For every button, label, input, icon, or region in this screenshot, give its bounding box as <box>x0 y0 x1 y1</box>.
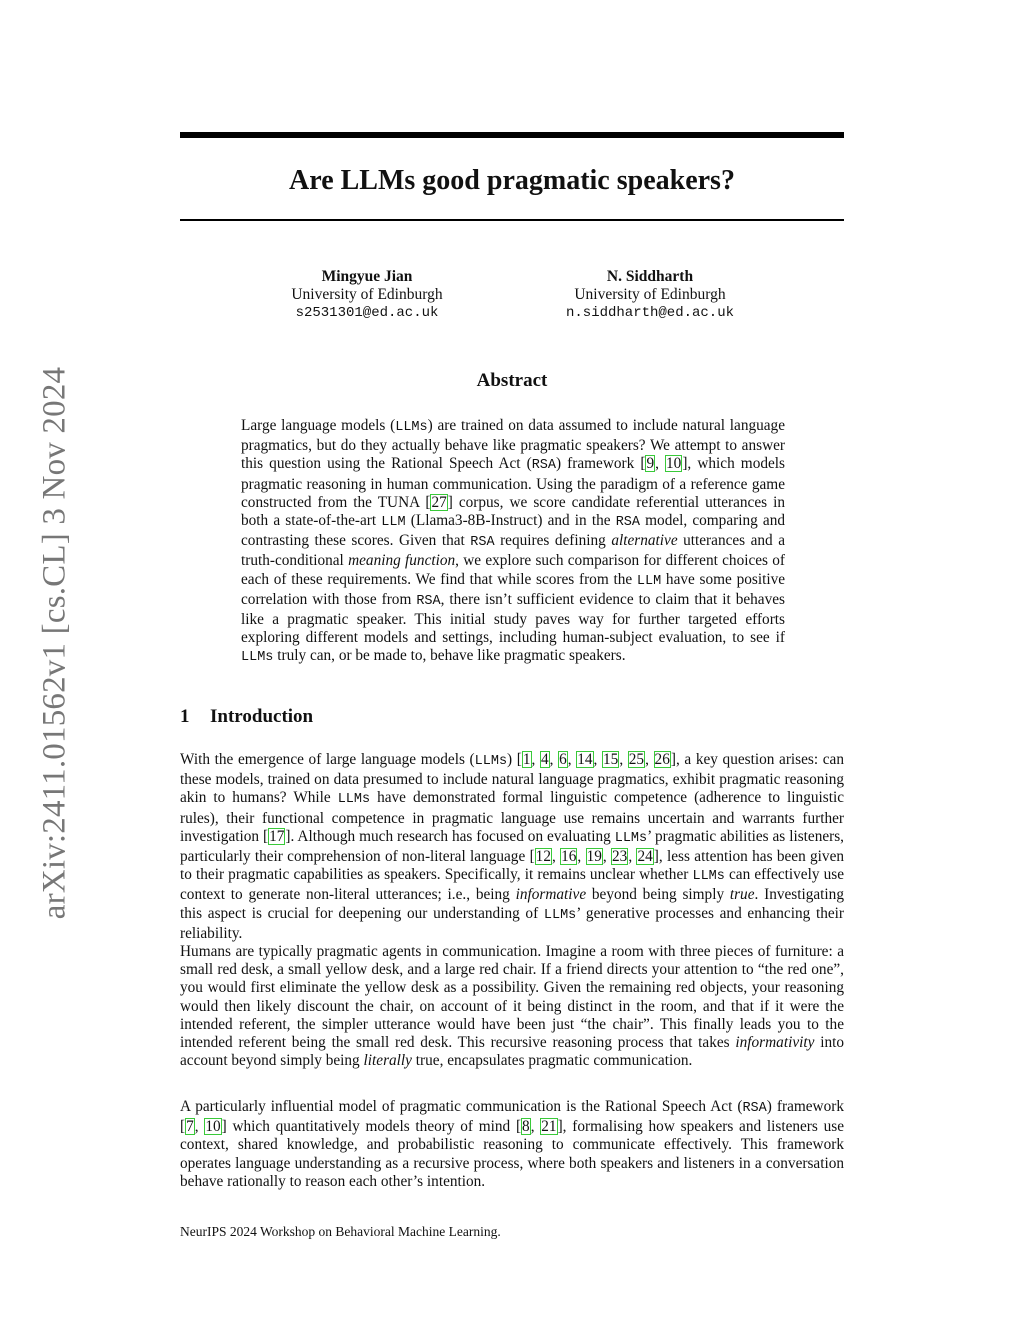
author-block-2 <box>520 268 780 322</box>
citation-link[interactable]: 7 <box>186 1118 194 1136</box>
title-rule-bottom <box>180 219 844 221</box>
citation-link[interactable]: 27 <box>431 493 447 511</box>
author-email[interactable]: n.siddharth@ed.ac.uk <box>565 305 735 321</box>
citation-link[interactable]: 10 <box>205 1118 221 1136</box>
citation-link[interactable]: 9 <box>646 455 655 473</box>
arxiv-id: arXiv:2411.01562v1 [cs.CL] 3 Nov 2024 <box>36 366 73 919</box>
citation-link[interactable]: 14 <box>577 751 593 768</box>
venue-footnote: NeurIPS 2024 Workshop on Behavioral Machine Learning. <box>180 1224 501 1239</box>
citation-link[interactable]: 4 <box>541 751 549 768</box>
citation-link[interactable]: 12 <box>535 848 551 866</box>
citation-link[interactable]: 16 <box>561 848 577 866</box>
author-name: Mingyue Jian <box>321 268 413 285</box>
abstract-text: Large language models (LLMs) are trained on data assumed to include natural language pragmatics, but do they actually behave like pragmatic speakers? We attempt to answer this question using the Rational Speech Act (RSA) framework [9, 10], which models pragmatic reasoning in human communication. Using the paradigm of a reference game constructed from the TUNA [27] corpus, we score candidate referential utterances in both a state-of-the-art LLM (Llama3-8B-Instruct) and in the RSA model, comparing and contrasting these scores. Given that RSA requires defining alternative utterances and a truth-conditional meaning function, we explore such comparison for different choices of each of these requirements. We find that while scores from the LLM have some positive correlation with those from RSA, there isn’t sufficient evidence to claim that it behaves like a pragmatic speaker. This initial study paves way for further targeted efforts exploring different models and settings, including human-subject evaluation, to see if LLMs truly can, or be made to, behave like pragmatic speakers. <box>241 417 786 666</box>
citation-link[interactable]: 24 <box>637 848 653 866</box>
citation-link[interactable]: 6 <box>559 751 567 768</box>
intro-paragraph-2: Humans are typically pragmatic agents in communication. Imagine a room with three pieces of furniture: a small red desk, a small yellow desk, and a large red chair. If a friend directs your attention to “the red one”, you would first eliminate the yellow desk as a possibility. Given the remaining red objects, your reasoning would then likely discount the chair, on account of it being distinct in the room, and that if it were the intended referent, the simpler utterance would have been just “the chair”. This finally leads you to the intended referent being the small red desk. This recursive reasoning process that takes informativity into account beyond simply being literally true, encapsulates pragmatic communication. <box>180 943 844 1070</box>
section-heading <box>180 706 313 728</box>
intro-paragraph-1: With the emergence of large language models (LLMs) [1, 4, 6, 14, 15, 25, 26], a key question arises: can these models, trained on data presumed to include natural language pragmatics, exhibit pragmatic reasoning akin to humans? While LLMs have demonstrated formal linguistic competence (adherence to linguistic rules), their functional competence in pragmatic language use remains uncertain and warrants further investigation [17]. Although much research has focused on evaluating LLMs’ pragmatic abilities as listeners, particularly their comprehension of non-literal language [12, 16, 19, 23, 24], less attention has been given to their pragmatic capabilities as speakers. Specifically, it remains unclear whether LLMs can effectively use context to generate non-literal utterances; i.e., being informative beyond being simply true. Investigating this aspect is crucial for deepening our understanding of LLMs’ generative processes and enhancing their reliability. <box>180 751 845 942</box>
author-block-1 <box>237 268 497 322</box>
citation-link[interactable]: 10 <box>666 455 682 473</box>
arxiv-sidebar <box>36 355 73 930</box>
abstract-heading: Abstract <box>476 370 548 391</box>
author-email[interactable]: s2531301@ed.ac.uk <box>295 305 439 321</box>
citation-link[interactable]: 26 <box>654 751 670 768</box>
citation-link[interactable]: 25 <box>628 751 645 768</box>
citation-link[interactable]: 19 <box>586 848 602 866</box>
citation-link[interactable]: 17 <box>269 827 285 845</box>
citation-link[interactable]: 21 <box>541 1118 557 1136</box>
author-name: N. Siddharth <box>606 268 694 285</box>
section-title: Introduction <box>210 706 314 727</box>
title-rule-top <box>180 132 844 138</box>
author-affiliation: University of Edinburgh <box>291 286 443 303</box>
citation-link[interactable]: 23 <box>612 848 628 866</box>
section-number: 1 <box>180 706 190 727</box>
citation-link[interactable]: 1 <box>522 751 531 768</box>
citation-link[interactable]: 8 <box>522 1118 530 1136</box>
intro-paragraph-3: A particularly influential model of pragmatic communication is the Rational Speech Act (RSA) framework [7, 10] which quantitatively models theory of mind [8, 21], formalising how speakers and listeners use context, shared knowledge, and probabilistic reasoning to communicate effectively. This framework operates language understanding as a recursive process, where both speakers and listeners in a conversation behave rationally to reason each other’s intention. <box>180 1098 844 1190</box>
citation-link[interactable]: 15 <box>603 751 619 768</box>
paper-title: Are LLMs good pragmatic speakers? <box>289 165 735 196</box>
author-affiliation: University of Edinburgh <box>574 286 726 303</box>
